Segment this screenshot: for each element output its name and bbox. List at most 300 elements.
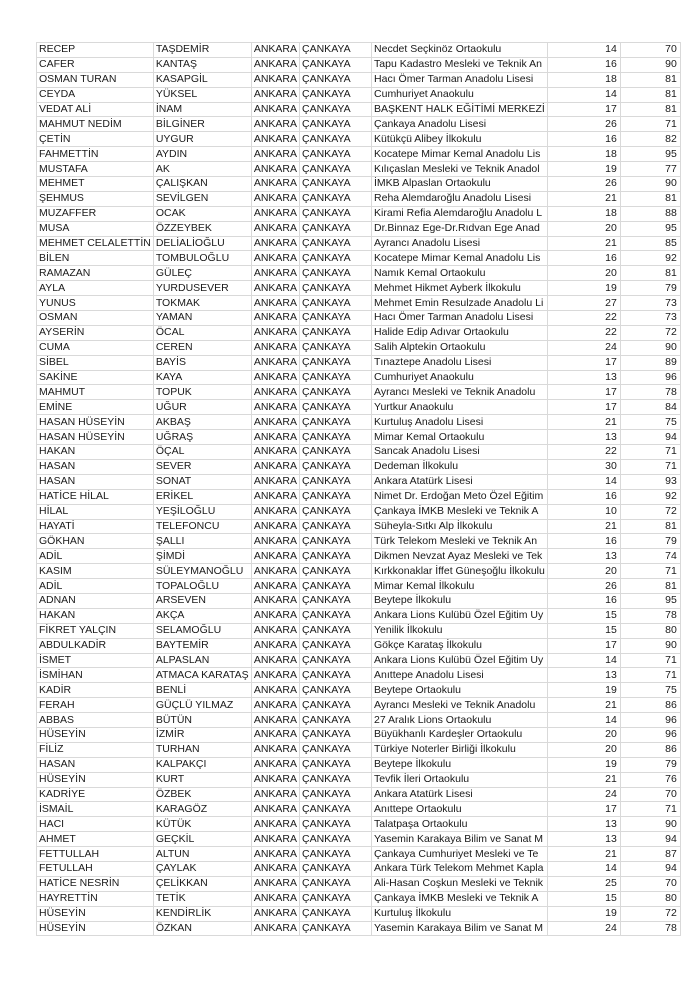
table-row bbox=[37, 311, 681, 326]
first-name-cell: EMİNE bbox=[37, 400, 154, 415]
table-row bbox=[37, 325, 681, 340]
first-name-cell: ABBAS bbox=[37, 713, 154, 728]
table-row bbox=[37, 445, 681, 460]
province-cell: ANKARA bbox=[251, 415, 299, 430]
first-name-cell: ŞEHMUS bbox=[37, 191, 154, 206]
province-cell: ANKARA bbox=[251, 564, 299, 579]
value-1-cell: 16 bbox=[547, 489, 620, 504]
table-row bbox=[37, 236, 681, 251]
table-row bbox=[37, 653, 681, 668]
district-cell: ÇANKAYA bbox=[300, 757, 372, 772]
value-2-cell: 82 bbox=[620, 132, 680, 147]
district-cell: ÇANKAYA bbox=[300, 474, 372, 489]
province-cell: ANKARA bbox=[251, 177, 299, 192]
province-cell: ANKARA bbox=[251, 713, 299, 728]
value-1-cell: 21 bbox=[547, 847, 620, 862]
first-name-cell: RECEP bbox=[37, 43, 154, 58]
first-name-cell: CUMA bbox=[37, 340, 154, 355]
table-row bbox=[37, 385, 681, 400]
school-cell: Dedeman İlkokulu bbox=[372, 459, 548, 474]
value-2-cell: 94 bbox=[620, 861, 680, 876]
first-name-cell: İSMAİL bbox=[37, 802, 154, 817]
province-cell: ANKARA bbox=[251, 191, 299, 206]
first-name-cell: CEYDA bbox=[37, 87, 154, 102]
table-row bbox=[37, 57, 681, 72]
district-cell: ÇANKAYA bbox=[300, 132, 372, 147]
value-2-cell: 78 bbox=[620, 385, 680, 400]
school-cell: İMKB Alpaslan Ortaokulu bbox=[372, 177, 548, 192]
value-2-cell: 94 bbox=[620, 832, 680, 847]
first-name-cell: FAHMETTİN bbox=[37, 147, 154, 162]
first-name-cell: HATİCE NESRİN bbox=[37, 876, 154, 891]
school-cell: Reha Alemdaroğlu Anadolu Lisesi bbox=[372, 191, 548, 206]
district-cell: ÇANKAYA bbox=[300, 296, 372, 311]
table-row bbox=[37, 593, 681, 608]
last-name-cell: SONAT bbox=[153, 474, 251, 489]
last-name-cell: GÜÇLÜ YILMAZ bbox=[153, 698, 251, 713]
value-2-cell: 79 bbox=[620, 281, 680, 296]
last-name-cell: ÖZBEK bbox=[153, 787, 251, 802]
last-name-cell: AKBAŞ bbox=[153, 415, 251, 430]
value-1-cell: 22 bbox=[547, 311, 620, 326]
value-1-cell: 19 bbox=[547, 906, 620, 921]
first-name-cell: ADİL bbox=[37, 579, 154, 594]
first-name-cell: MAHMUT bbox=[37, 385, 154, 400]
last-name-cell: BÜTÜN bbox=[153, 713, 251, 728]
province-cell: ANKARA bbox=[251, 653, 299, 668]
value-2-cell: 78 bbox=[620, 921, 680, 936]
value-2-cell: 90 bbox=[620, 340, 680, 355]
first-name-cell: AYLA bbox=[37, 281, 154, 296]
last-name-cell: TETİK bbox=[153, 891, 251, 906]
province-cell: ANKARA bbox=[251, 668, 299, 683]
school-cell: Cumhuriyet Anaokulu bbox=[372, 370, 548, 385]
value-1-cell: 13 bbox=[547, 668, 620, 683]
table-row bbox=[37, 623, 681, 638]
table-row bbox=[37, 742, 681, 757]
value-1-cell: 20 bbox=[547, 727, 620, 742]
last-name-cell: ÖZZEYBEK bbox=[153, 221, 251, 236]
school-cell: Gökçe Karataş İlkokulu bbox=[372, 638, 548, 653]
table-row bbox=[37, 891, 681, 906]
table-row bbox=[37, 519, 681, 534]
table-row bbox=[37, 772, 681, 787]
value-1-cell: 24 bbox=[547, 921, 620, 936]
province-cell: ANKARA bbox=[251, 236, 299, 251]
province-cell: ANKARA bbox=[251, 87, 299, 102]
first-name-cell: KASIM bbox=[37, 564, 154, 579]
school-cell: Türkiye Noterler Birliği İlkokulu bbox=[372, 742, 548, 757]
value-1-cell: 14 bbox=[547, 713, 620, 728]
last-name-cell: BAYTEMİR bbox=[153, 638, 251, 653]
school-cell: Kurtuluş İlkokulu bbox=[372, 906, 548, 921]
value-2-cell: 75 bbox=[620, 683, 680, 698]
first-name-cell: FETULLAH bbox=[37, 861, 154, 876]
table-row bbox=[37, 281, 681, 296]
district-cell: ÇANKAYA bbox=[300, 162, 372, 177]
value-1-cell: 16 bbox=[547, 593, 620, 608]
value-1-cell: 26 bbox=[547, 177, 620, 192]
district-cell: ÇANKAYA bbox=[300, 57, 372, 72]
table-row bbox=[37, 459, 681, 474]
province-cell: ANKARA bbox=[251, 430, 299, 445]
table-row bbox=[37, 787, 681, 802]
table-row bbox=[37, 370, 681, 385]
value-1-cell: 14 bbox=[547, 474, 620, 489]
first-name-cell: MUZAFFER bbox=[37, 206, 154, 221]
province-cell: ANKARA bbox=[251, 72, 299, 87]
last-name-cell: TOKMAK bbox=[153, 296, 251, 311]
value-2-cell: 81 bbox=[620, 519, 680, 534]
school-cell: Büyükhanlı Kardeşler Ortaokulu bbox=[372, 727, 548, 742]
school-cell: Çankaya İMKB Mesleki ve Teknik A bbox=[372, 891, 548, 906]
province-cell: ANKARA bbox=[251, 43, 299, 58]
district-cell: ÇANKAYA bbox=[300, 177, 372, 192]
district-cell: ÇANKAYA bbox=[300, 325, 372, 340]
district-cell: ÇANKAYA bbox=[300, 579, 372, 594]
district-cell: ÇANKAYA bbox=[300, 43, 372, 58]
value-1-cell: 14 bbox=[547, 653, 620, 668]
table-row bbox=[37, 340, 681, 355]
last-name-cell: DELİALİOĞLU bbox=[153, 236, 251, 251]
table-row bbox=[37, 147, 681, 162]
school-cell: Anıttepe Anadolu Lisesi bbox=[372, 668, 548, 683]
province-cell: ANKARA bbox=[251, 921, 299, 936]
value-1-cell: 24 bbox=[547, 340, 620, 355]
district-cell: ÇANKAYA bbox=[300, 370, 372, 385]
value-1-cell: 16 bbox=[547, 534, 620, 549]
school-cell: Çankaya Anadolu Lisesi bbox=[372, 117, 548, 132]
value-2-cell: 84 bbox=[620, 400, 680, 415]
value-2-cell: 73 bbox=[620, 296, 680, 311]
district-cell: ÇANKAYA bbox=[300, 713, 372, 728]
value-2-cell: 80 bbox=[620, 891, 680, 906]
first-name-cell: CAFER bbox=[37, 57, 154, 72]
district-cell: ÇANKAYA bbox=[300, 206, 372, 221]
value-1-cell: 21 bbox=[547, 191, 620, 206]
value-2-cell: 96 bbox=[620, 727, 680, 742]
table-row bbox=[37, 221, 681, 236]
value-2-cell: 96 bbox=[620, 370, 680, 385]
district-cell: ÇANKAYA bbox=[300, 504, 372, 519]
school-cell: Hacı Ömer Tarman Anadolu Lisesi bbox=[372, 72, 548, 87]
value-2-cell: 71 bbox=[620, 564, 680, 579]
last-name-cell: TOPALOĞLU bbox=[153, 579, 251, 594]
data-table bbox=[36, 42, 681, 936]
value-2-cell: 72 bbox=[620, 906, 680, 921]
district-cell: ÇANKAYA bbox=[300, 906, 372, 921]
first-name-cell: BİLEN bbox=[37, 251, 154, 266]
first-name-cell: MUSA bbox=[37, 221, 154, 236]
school-cell: Ayrancı Anadolu Lisesi bbox=[372, 236, 548, 251]
table-body bbox=[37, 43, 681, 936]
value-1-cell: 24 bbox=[547, 787, 620, 802]
table-row bbox=[37, 876, 681, 891]
value-2-cell: 75 bbox=[620, 415, 680, 430]
last-name-cell: YEŞİLOĞLU bbox=[153, 504, 251, 519]
value-2-cell: 76 bbox=[620, 772, 680, 787]
district-cell: ÇANKAYA bbox=[300, 772, 372, 787]
school-cell: Talatpaşa Ortaokulu bbox=[372, 817, 548, 832]
province-cell: ANKARA bbox=[251, 370, 299, 385]
first-name-cell: FERAH bbox=[37, 698, 154, 713]
school-cell: Ali-Hasan Coşkun Mesleki ve Teknik bbox=[372, 876, 548, 891]
value-1-cell: 13 bbox=[547, 832, 620, 847]
first-name-cell: ADİL bbox=[37, 549, 154, 564]
province-cell: ANKARA bbox=[251, 504, 299, 519]
last-name-cell: AYDIN bbox=[153, 147, 251, 162]
table-row bbox=[37, 162, 681, 177]
school-cell: Necdet Seçkinöz Ortaokulu bbox=[372, 43, 548, 58]
value-2-cell: 71 bbox=[620, 459, 680, 474]
last-name-cell: GEÇKİL bbox=[153, 832, 251, 847]
province-cell: ANKARA bbox=[251, 876, 299, 891]
school-cell: Kocatepe Mimar Kemal Anadolu Lis bbox=[372, 251, 548, 266]
table-row bbox=[37, 832, 681, 847]
last-name-cell: KAYA bbox=[153, 370, 251, 385]
province-cell: ANKARA bbox=[251, 340, 299, 355]
first-name-cell: MAHMUT NEDİM bbox=[37, 117, 154, 132]
value-1-cell: 18 bbox=[547, 147, 620, 162]
last-name-cell: YAMAN bbox=[153, 311, 251, 326]
last-name-cell: KANTAŞ bbox=[153, 57, 251, 72]
first-name-cell: MEHMET CELALETTİN bbox=[37, 236, 154, 251]
school-cell: Kütükçü Alibey İlkokulu bbox=[372, 132, 548, 147]
value-2-cell: 81 bbox=[620, 191, 680, 206]
district-cell: ÇANKAYA bbox=[300, 281, 372, 296]
school-cell: Ankara Türk Telekom Mehmet Kapla bbox=[372, 861, 548, 876]
district-cell: ÇANKAYA bbox=[300, 147, 372, 162]
school-cell: Tapu Kadastro Mesleki ve Teknik An bbox=[372, 57, 548, 72]
value-2-cell: 81 bbox=[620, 266, 680, 281]
value-2-cell: 87 bbox=[620, 847, 680, 862]
value-1-cell: 14 bbox=[547, 43, 620, 58]
table-row bbox=[37, 906, 681, 921]
value-1-cell: 27 bbox=[547, 296, 620, 311]
district-cell: ÇANKAYA bbox=[300, 400, 372, 415]
last-name-cell: KARAGÖZ bbox=[153, 802, 251, 817]
district-cell: ÇANKAYA bbox=[300, 251, 372, 266]
first-name-cell: FİKRET YALÇIN bbox=[37, 623, 154, 638]
province-cell: ANKARA bbox=[251, 400, 299, 415]
value-1-cell: 16 bbox=[547, 251, 620, 266]
table-row bbox=[37, 191, 681, 206]
table-row bbox=[37, 668, 681, 683]
value-2-cell: 70 bbox=[620, 43, 680, 58]
value-1-cell: 26 bbox=[547, 579, 620, 594]
province-cell: ANKARA bbox=[251, 474, 299, 489]
first-name-cell: AHMET bbox=[37, 832, 154, 847]
value-1-cell: 14 bbox=[547, 87, 620, 102]
value-2-cell: 73 bbox=[620, 311, 680, 326]
province-cell: ANKARA bbox=[251, 132, 299, 147]
last-name-cell: KASAPGİL bbox=[153, 72, 251, 87]
first-name-cell: YUNUS bbox=[37, 296, 154, 311]
province-cell: ANKARA bbox=[251, 519, 299, 534]
value-2-cell: 79 bbox=[620, 534, 680, 549]
first-name-cell: HASAN bbox=[37, 757, 154, 772]
value-1-cell: 17 bbox=[547, 102, 620, 117]
table-row bbox=[37, 608, 681, 623]
province-cell: ANKARA bbox=[251, 162, 299, 177]
province-cell: ANKARA bbox=[251, 385, 299, 400]
school-cell: Dikmen Nevzat Ayaz Mesleki ve Tek bbox=[372, 549, 548, 564]
last-name-cell: CEREN bbox=[153, 340, 251, 355]
province-cell: ANKARA bbox=[251, 832, 299, 847]
district-cell: ÇANKAYA bbox=[300, 459, 372, 474]
school-cell: Mimar Kemal Ortaokulu bbox=[372, 430, 548, 445]
district-cell: ÇANKAYA bbox=[300, 742, 372, 757]
last-name-cell: TOPUK bbox=[153, 385, 251, 400]
table-row bbox=[37, 177, 681, 192]
first-name-cell: HASAN HÜSEYİN bbox=[37, 415, 154, 430]
value-2-cell: 71 bbox=[620, 117, 680, 132]
province-cell: ANKARA bbox=[251, 772, 299, 787]
value-2-cell: 94 bbox=[620, 430, 680, 445]
district-cell: ÇANKAYA bbox=[300, 623, 372, 638]
province-cell: ANKARA bbox=[251, 742, 299, 757]
school-cell: Beytepe İlkokulu bbox=[372, 593, 548, 608]
table-row bbox=[37, 489, 681, 504]
value-2-cell: 88 bbox=[620, 206, 680, 221]
district-cell: ÇANKAYA bbox=[300, 72, 372, 87]
first-name-cell: FETTULLAH bbox=[37, 847, 154, 862]
last-name-cell: YURDUSEVER bbox=[153, 281, 251, 296]
last-name-cell: KURT bbox=[153, 772, 251, 787]
school-cell: Tınaztepe Anadolu Lisesi bbox=[372, 355, 548, 370]
last-name-cell: SEVİLGEN bbox=[153, 191, 251, 206]
table-row bbox=[37, 430, 681, 445]
school-cell: Yenilik İlkokulu bbox=[372, 623, 548, 638]
province-cell: ANKARA bbox=[251, 117, 299, 132]
table-row bbox=[37, 504, 681, 519]
province-cell: ANKARA bbox=[251, 847, 299, 862]
province-cell: ANKARA bbox=[251, 549, 299, 564]
value-1-cell: 15 bbox=[547, 891, 620, 906]
district-cell: ÇANKAYA bbox=[300, 921, 372, 936]
first-name-cell: KADRİYE bbox=[37, 787, 154, 802]
school-cell: Dr.Binnaz Ege-Dr.Rıdvan Ege Anad bbox=[372, 221, 548, 236]
first-name-cell: HATİCE HİLAL bbox=[37, 489, 154, 504]
value-1-cell: 17 bbox=[547, 385, 620, 400]
first-name-cell: ADNAN bbox=[37, 593, 154, 608]
value-1-cell: 17 bbox=[547, 638, 620, 653]
table-row bbox=[37, 415, 681, 430]
value-1-cell: 18 bbox=[547, 206, 620, 221]
value-2-cell: 71 bbox=[620, 653, 680, 668]
school-cell: Ankara Lions Kulübü Özel Eğitim Uy bbox=[372, 653, 548, 668]
province-cell: ANKARA bbox=[251, 311, 299, 326]
table-row bbox=[37, 564, 681, 579]
value-2-cell: 90 bbox=[620, 817, 680, 832]
province-cell: ANKARA bbox=[251, 281, 299, 296]
first-name-cell: ABDULKADİR bbox=[37, 638, 154, 653]
last-name-cell: İNAM bbox=[153, 102, 251, 117]
value-2-cell: 85 bbox=[620, 236, 680, 251]
value-1-cell: 21 bbox=[547, 519, 620, 534]
school-cell: Salih Alptekin Ortaokulu bbox=[372, 340, 548, 355]
table-row bbox=[37, 72, 681, 87]
district-cell: ÇANKAYA bbox=[300, 534, 372, 549]
school-cell: Namık Kemal Ortaokulu bbox=[372, 266, 548, 281]
school-cell: Hacı Ömer Tarman Anadolu Lisesi bbox=[372, 311, 548, 326]
last-name-cell: SÜLEYMANOĞLU bbox=[153, 564, 251, 579]
district-cell: ÇANKAYA bbox=[300, 415, 372, 430]
district-cell: ÇANKAYA bbox=[300, 608, 372, 623]
last-name-cell: TURHAN bbox=[153, 742, 251, 757]
district-cell: ÇANKAYA bbox=[300, 891, 372, 906]
table-row bbox=[37, 802, 681, 817]
table-row bbox=[37, 683, 681, 698]
school-cell: Ankara Atatürk Lisesi bbox=[372, 787, 548, 802]
province-cell: ANKARA bbox=[251, 802, 299, 817]
first-name-cell: AYSERİN bbox=[37, 325, 154, 340]
first-name-cell: SAKİNE bbox=[37, 370, 154, 385]
province-cell: ANKARA bbox=[251, 861, 299, 876]
value-1-cell: 15 bbox=[547, 608, 620, 623]
value-2-cell: 90 bbox=[620, 57, 680, 72]
school-cell: 27 Aralık Lions Ortaokulu bbox=[372, 713, 548, 728]
first-name-cell: OSMAN TURAN bbox=[37, 72, 154, 87]
district-cell: ÇANKAYA bbox=[300, 683, 372, 698]
last-name-cell: AK bbox=[153, 162, 251, 177]
district-cell: ÇANKAYA bbox=[300, 832, 372, 847]
value-1-cell: 19 bbox=[547, 757, 620, 772]
district-cell: ÇANKAYA bbox=[300, 787, 372, 802]
value-1-cell: 26 bbox=[547, 117, 620, 132]
province-cell: ANKARA bbox=[251, 593, 299, 608]
province-cell: ANKARA bbox=[251, 534, 299, 549]
school-cell: Kirami Refia Alemdaroğlu Anadolu L bbox=[372, 206, 548, 221]
last-name-cell: KENDİRLİK bbox=[153, 906, 251, 921]
school-cell: Kocatepe Mimar Kemal Anadolu Lis bbox=[372, 147, 548, 162]
first-name-cell: HASAN bbox=[37, 459, 154, 474]
value-2-cell: 79 bbox=[620, 757, 680, 772]
value-2-cell: 95 bbox=[620, 221, 680, 236]
last-name-cell: ÇALIŞKAN bbox=[153, 177, 251, 192]
first-name-cell: HAKAN bbox=[37, 445, 154, 460]
table-row bbox=[37, 579, 681, 594]
district-cell: ÇANKAYA bbox=[300, 117, 372, 132]
district-cell: ÇANKAYA bbox=[300, 593, 372, 608]
last-name-cell: TELEFONCU bbox=[153, 519, 251, 534]
value-1-cell: 16 bbox=[547, 132, 620, 147]
value-1-cell: 17 bbox=[547, 802, 620, 817]
first-name-cell: İSMİHAN bbox=[37, 668, 154, 683]
value-2-cell: 70 bbox=[620, 787, 680, 802]
district-cell: ÇANKAYA bbox=[300, 385, 372, 400]
table-row bbox=[37, 296, 681, 311]
school-cell: Tevfik İleri Ortaokulu bbox=[372, 772, 548, 787]
first-name-cell: VEDAT ALİ bbox=[37, 102, 154, 117]
district-cell: ÇANKAYA bbox=[300, 549, 372, 564]
table-row bbox=[37, 206, 681, 221]
school-cell: Ayrancı Mesleki ve Teknik Anadolu bbox=[372, 385, 548, 400]
value-2-cell: 71 bbox=[620, 802, 680, 817]
table-row bbox=[37, 921, 681, 936]
province-cell: ANKARA bbox=[251, 623, 299, 638]
value-1-cell: 21 bbox=[547, 698, 620, 713]
table-row bbox=[37, 817, 681, 832]
district-cell: ÇANKAYA bbox=[300, 311, 372, 326]
value-1-cell: 20 bbox=[547, 266, 620, 281]
district-cell: ÇANKAYA bbox=[300, 430, 372, 445]
value-2-cell: 89 bbox=[620, 355, 680, 370]
first-name-cell: HASAN HÜSEYİN bbox=[37, 430, 154, 445]
province-cell: ANKARA bbox=[251, 445, 299, 460]
district-cell: ÇANKAYA bbox=[300, 102, 372, 117]
table-row bbox=[37, 713, 681, 728]
